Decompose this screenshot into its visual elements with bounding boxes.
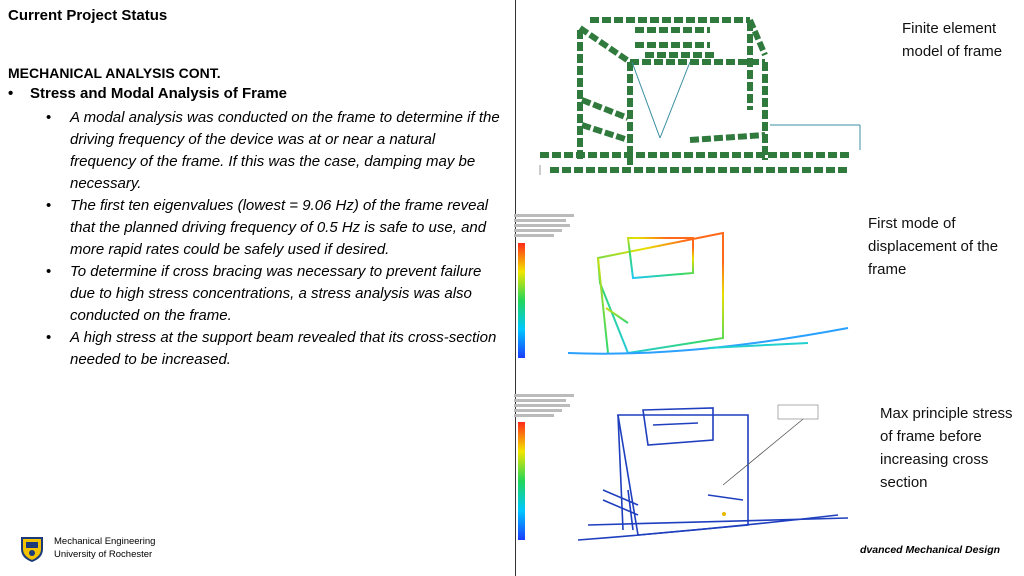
bullet-text: To determine if cross bracing was necessary to prevent failure due to high stress concentrations, a stress analysis was also conducted on the frame. — [70, 263, 482, 324]
legend-header-text — [514, 214, 574, 237]
organization-name — [54, 535, 155, 561]
caption-first-mode: First mode of displacement of the frame — [868, 215, 999, 278]
max-value-callout — [778, 405, 818, 419]
first-mode-displacement-figure — [508, 208, 863, 373]
bullet-item: • To determine if cross bracing was necessary to prevent failure due to high stress concentrations, a stress analysis was also conducted on the frame. — [46, 263, 482, 324]
bullet-list — [46, 107, 501, 371]
caption-fe-model: Finite element model of frame — [902, 20, 1003, 60]
bullet-item: • A modal analysis was conducted on the frame to determine if the driving frequency of the device was at or near a natural frequency of the frame. If this was the case, damping may be necessary. — [46, 109, 500, 192]
university-shield-logo — [18, 535, 46, 563]
bullet-item: • The first ten eigenvalues (lowest = 9.06 Hz) of the frame reveal that the planned driving frequency of 0.5 Hz is safe to use, and more rapid rates could be safely used if desired. — [46, 197, 489, 258]
org-line-1: Mechanical Engineering — [54, 536, 156, 547]
bullet-dot: • — [8, 85, 14, 102]
color-scale-bar — [518, 243, 525, 358]
color-scale-bar — [518, 422, 525, 540]
subheading — [8, 85, 287, 102]
finite-element-model-figure — [520, 0, 865, 180]
section-heading: MECHANICAL ANALYSIS CONT. — [8, 65, 221, 81]
bullet-item: • A high stress at the support beam revealed that its cross-section needed to be increased. — [46, 329, 497, 368]
max-stress-figure — [508, 390, 863, 550]
subheading-text: Stress and Modal Analysis of Frame — [30, 85, 288, 102]
bullet-text: A modal analysis was conducted on the frame to determine if the driving frequency of the device was at or near a natural frequency of the frame. If this was the case, damping may be necessary. — [70, 109, 500, 192]
org-line-2: University of Rochester — [54, 549, 153, 560]
footer-course-name: dvanced Mechanical Design — [860, 544, 1001, 556]
caption-max-stress: Max principle stress of frame before increasing cross section — [880, 405, 1013, 491]
slide-title: Current Project Status — [8, 7, 168, 24]
legend-header-text — [514, 394, 574, 417]
bullet-text: The first ten eigenvalues (lowest = 9.06 Hz) of the frame reveal that the planned driving frequency of 0.5 Hz is safe to use, and more rapid rates could be safely used if desired. — [70, 197, 489, 258]
bullet-text: A high stress at the support beam revealed that its cross-section needed to be increased. — [70, 329, 497, 368]
